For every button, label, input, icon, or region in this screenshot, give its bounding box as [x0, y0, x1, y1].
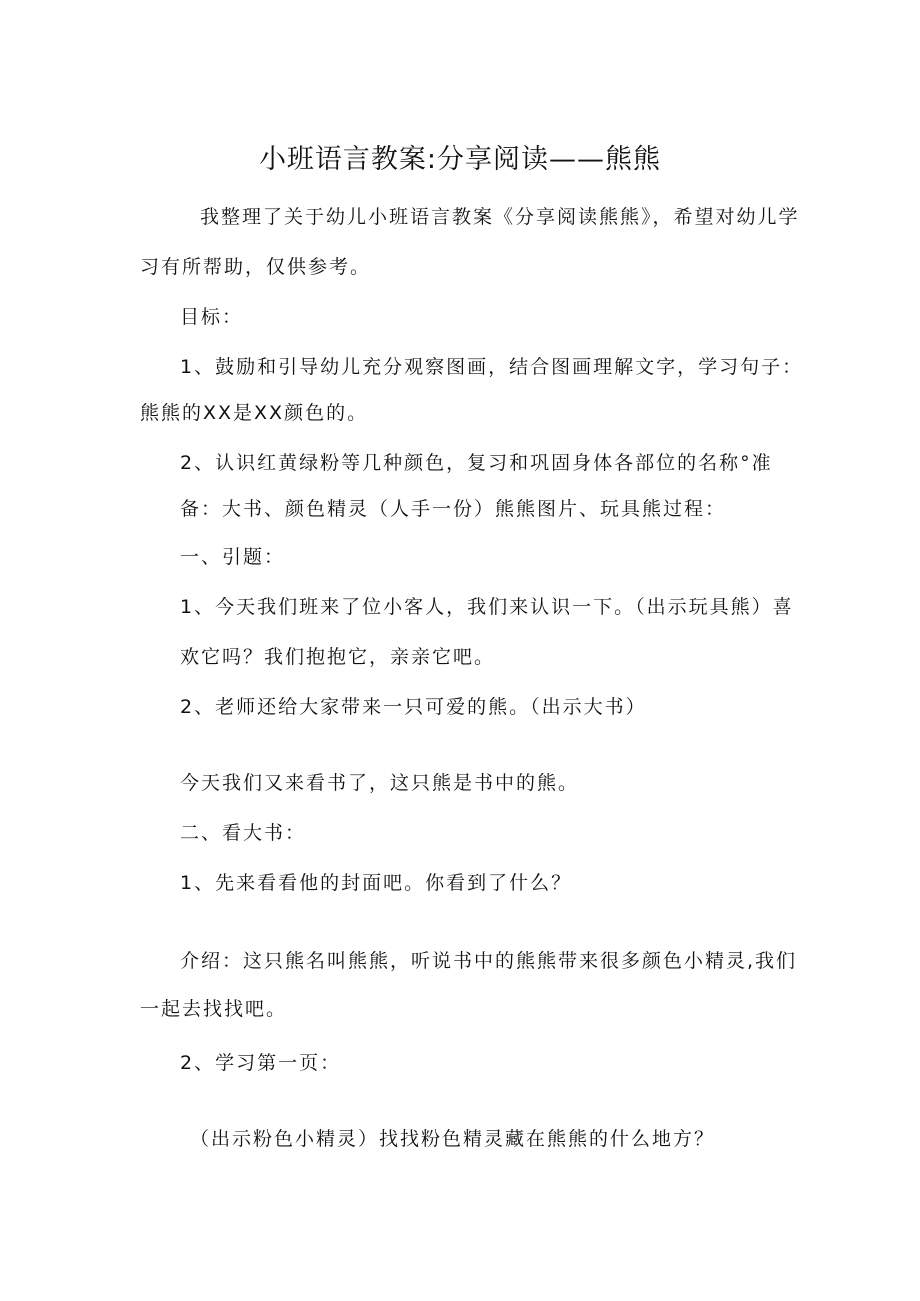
- section-1-heading: 一、引题：: [180, 546, 286, 568]
- preparation-line: 备：大书、颜色精灵（人手一份）熊熊图片、玩具熊过程：: [180, 498, 727, 520]
- goal-1-line-2: 熊熊的XX是XX颜色的。: [140, 402, 369, 424]
- intro-bear-line-1: 介绍：这只熊名叫熊熊，听说书中的熊熊带来很多颜色小精灵,我们: [180, 950, 798, 972]
- step-1-line-2: 欢它吗？我们抱抱它，亲亲它吧。: [180, 646, 496, 668]
- goal-1-line-1: 1、鼓励和引导幼儿充分观察图画，结合图画理解文字，学习句子：: [180, 356, 804, 378]
- step-2-note: 今天我们又来看书了，这只熊是书中的熊。: [180, 772, 580, 794]
- step-2-line: 2、老师还给大家带来一只可爱的熊。（出示大书）: [180, 696, 647, 718]
- step-1-line-1: 1、今天我们班来了位小客人，我们来认识一下。（出示玩具熊）喜: [180, 596, 794, 618]
- page-one-step: 2、学习第一页：: [180, 1052, 342, 1074]
- goals-heading: 目标：: [180, 306, 244, 328]
- section-2-heading: 二、看大书：: [180, 822, 307, 844]
- goal-2-line-1: 2、认识红黄绿粉等几种颜色，复习和巩固身体各部位的名称°准: [180, 452, 773, 474]
- intro-line-2: 习有所帮助，仅供参考。: [140, 256, 372, 278]
- cover-step-line: 1、先来看看他的封面吧。你看到了什么？: [180, 872, 573, 894]
- intro-line-1: 我整理了关于幼儿小班语言教案《分享阅读熊熊》，希望对幼儿学: [200, 206, 800, 228]
- pink-sprite-line: （出示粉色小精灵）找找粉色精灵藏在熊熊的什么地方？: [190, 1128, 716, 1150]
- intro-bear-line-2: 一起去找找吧。: [140, 998, 288, 1020]
- document-title: 小班语言教案:分享阅读——熊熊: [258, 144, 662, 175]
